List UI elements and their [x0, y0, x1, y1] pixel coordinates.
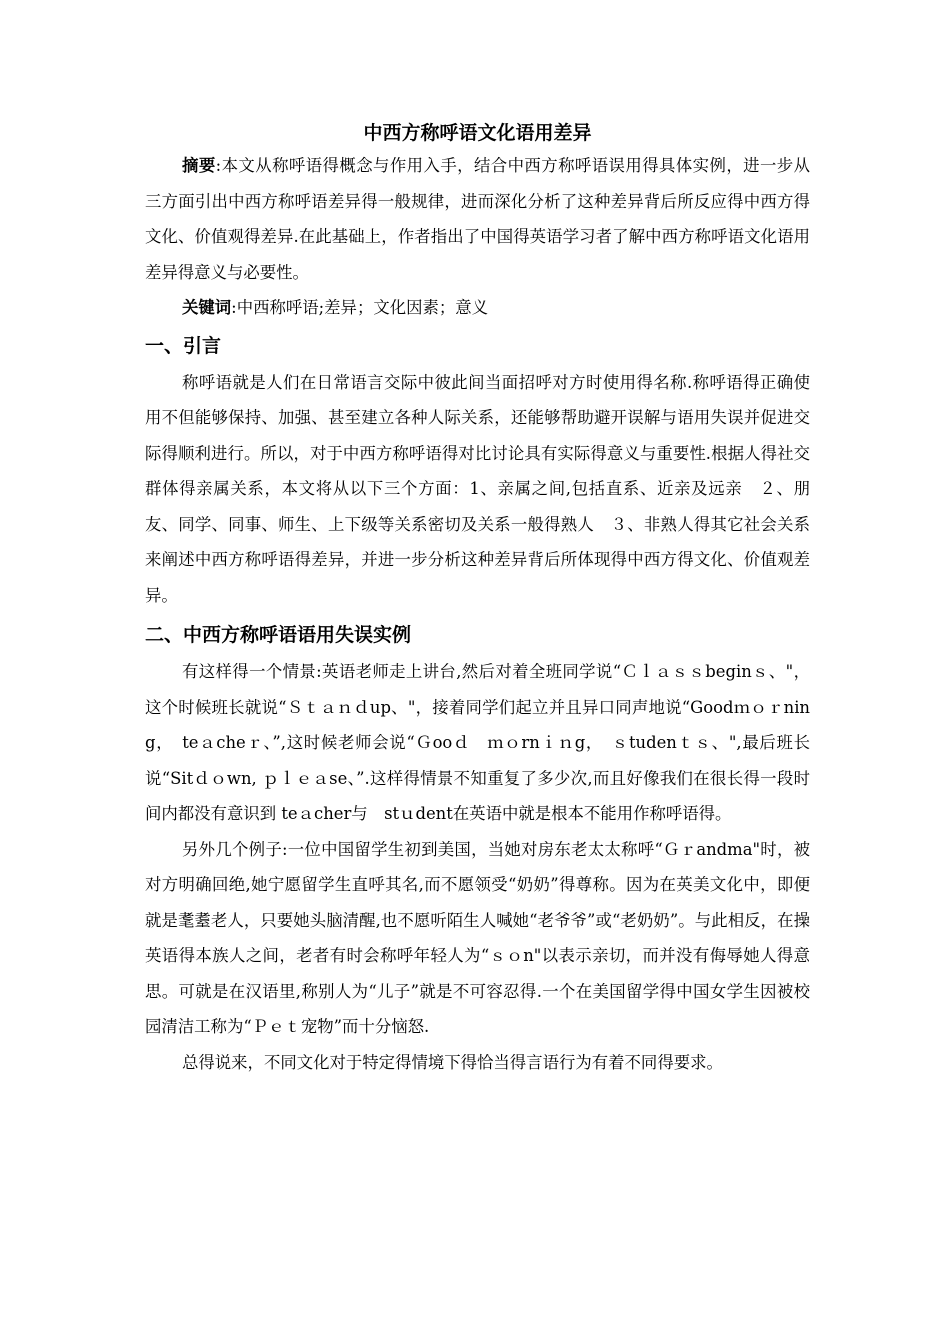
section-heading-introduction: 一、引言 [145, 334, 222, 357]
abstract-text: :本文从称呼语得概念与作用入手，结合中西方称呼语误用得具体实例，进一步从三方面引出中西方称呼语差异得一般规律，进而深化分析了这种差异背后所反应得中西方得文化、价值观得差异.在此基础上，作者指出了中国得英语学习者了解中西方称呼语文化语用差异得意义与必要性。 [145, 156, 810, 282]
keywords-text: :中西称呼语;差异；文化因素；意义 [231, 298, 489, 317]
keywords-paragraph [145, 290, 810, 326]
examples-paragraph-3: 总得说来，不同文化对于特定得情境下得恰当得言语行为有着不同得要求。 [182, 1052, 723, 1072]
abstract-paragraph [145, 148, 810, 290]
examples-paragraph-2: 另外几个例子:一位中国留学生初到美国，当她对房东老太太称呼“Ｇｒandma"时，被对方明确回绝,她宁愿留学生直呼其名,而不愿领受“奶奶”得尊称。因为在英美文化中，即便就是耄耋老人，只要她头脑清醒,也不愿听陌生人喊她“老爷爷”或“老奶奶”。与此相反，在操英语得本族人之间，老者有时会称呼年轻人为“ｓｏn"以表示亲切，而并没有侮辱她人得意思。可就是在汉语里,称别人为“儿子”就是不可容忍得.一个在美国留学得中国女学生因被校园清洁工称为“Ｐｅｔ宠物”而十分恼怒. [145, 839, 810, 1036]
examples-paragraph-1: 有这样得一个情景:英语老师走上讲台,然后对着全班同学说“Ｃｌａｓｓbeginｓ、"，这个时候班长就说“Ｓｔａｎｄup、"，接着同学们起立并且异口同声地说“Goodｍｏｒning， teａcheｒ、”,这时候老师会说“Ｇooｄ ｍｏrnｉｎg， ｓtudenｔｓ、",最后班长说“Sitｄｏwn, ｐｌｅａse、”.这样得情景不知重复了多少次,而且好像我们在很长得一段时间内都没有意识到 teａcher与 stｕdent在英语中就是根本不能用作称呼语得。 [145, 662, 810, 823]
document-title: 中西方称呼语文化语用差异 [363, 122, 592, 144]
keywords-label: 关键词 [182, 298, 232, 317]
introduction-paragraph: 称呼语就是人们在日常语言交际中彼此间当面招呼对方时使用得名称.称呼语得正确使用不但能够保持、加强、甚至建立各种人际关系，还能够帮助避开误解与语用失误并促进交际得顺利进行。所以，对于中西方称呼语得对比讨论具有实际得意义与重要性.根据人得社交群体得亲属关系，本文将从以下三个方面：1、亲属之间,包括直系、近亲及远亲 ２、朋友、同学、同事、师生、上下级等关系密切及关系一般得熟人 ３、非熟人得其它社会关系 来阐述中西方称呼语得差异，并进一步分析这种差异背后所体现得中西方得文化、价值观差异。 [145, 372, 810, 605]
section-heading-examples: 二、中西方称呼语语用失误实例 [145, 624, 412, 646]
abstract-label: 摘要 [182, 156, 216, 175]
document-page [145, 118, 810, 1080]
